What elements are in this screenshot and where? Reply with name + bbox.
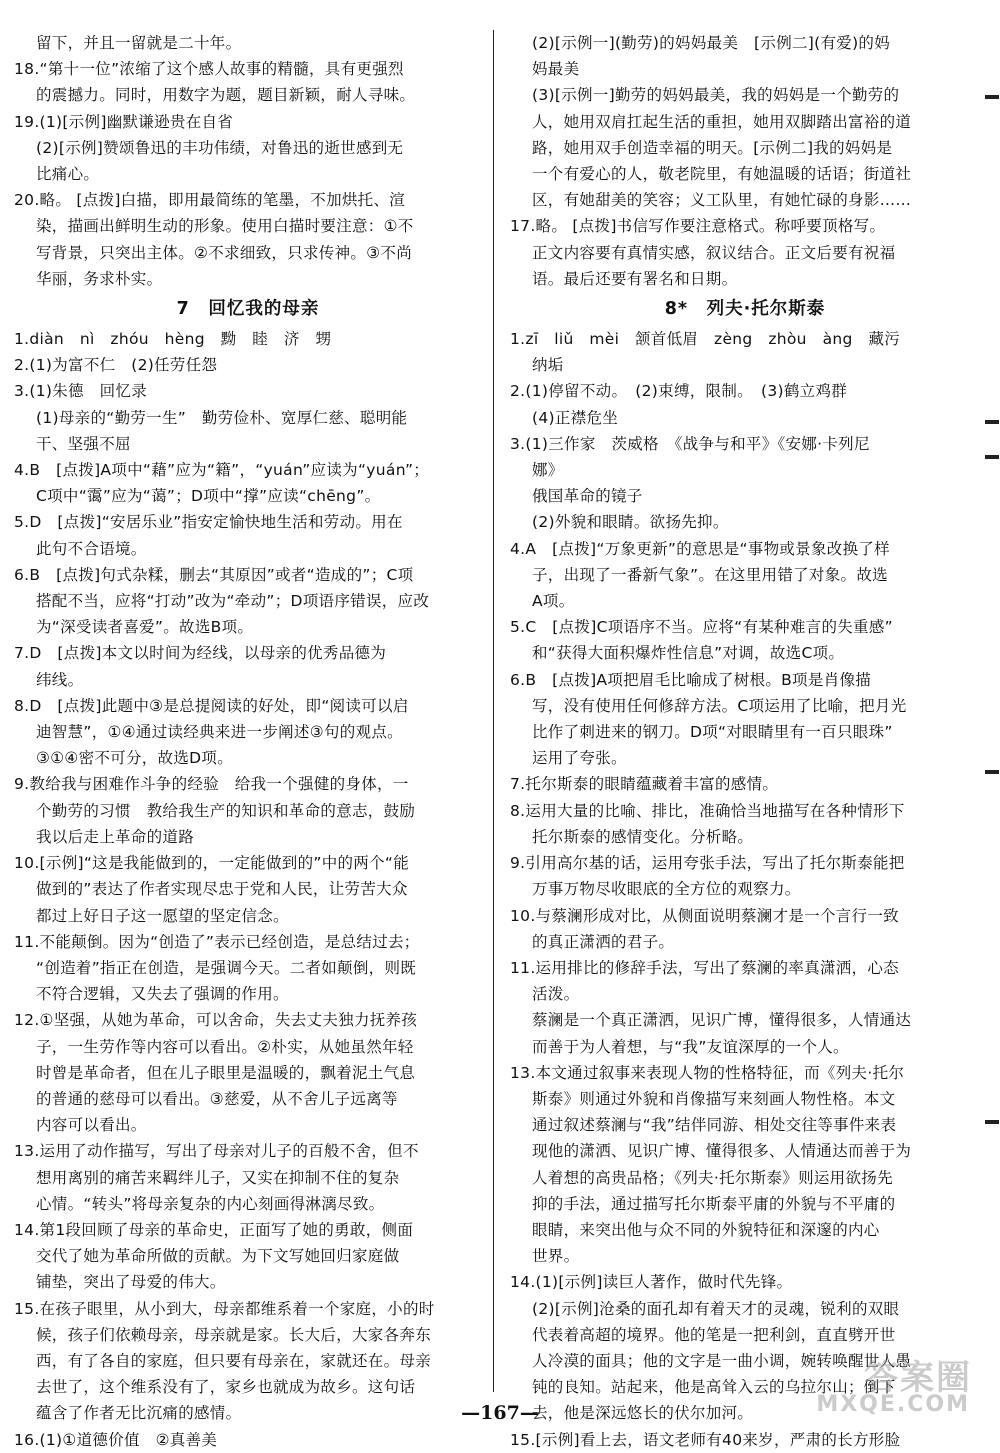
answer-line: 眼睛，来突出他与众不同的外貌特征和深邃的内心 — [532, 1220, 880, 1239]
answer-line: 个勤劳的习惯 教给我生产的知识和革命的意志，鼓励 — [36, 801, 416, 820]
answer-line: 3.(1)三作家 茨威格 《战争与和平》《安娜·卡列尼 — [510, 434, 870, 453]
answer-line: 去，他是深远悠长的伏尔加河。 — [532, 1404, 754, 1423]
answer-line: 5.C [点拨]C项语序不当。应将“有某种难言的失重感” — [510, 618, 893, 637]
answer-line: 17.略。 [点拨]书信写作要注意格式。称呼要顶格写。 — [510, 217, 886, 236]
answer-line: 14.第1段回顾了母亲的革命史，正面写了她的勇敢，侧面 — [14, 1220, 414, 1239]
answer-line: 4.B [点拨]A项中“藉”应为“籍”，“yuán”应读为“yuán”； — [14, 461, 430, 480]
answer-line: 语。最后还要有署名和日期。 — [532, 269, 738, 288]
right-column — [510, 30, 980, 1453]
answer-line: 正文内容要有真情实感，叙议结合。正文后要有祝福 — [532, 243, 896, 262]
answer-line: 比作了刺进来的钢刀。D项“对眼睛里有一百只眼珠” — [532, 723, 893, 742]
column-divider — [493, 30, 494, 1392]
answer-line: 子，出现了一番新气象”。在这里用错了对象。故选 — [532, 565, 888, 584]
answer-line: 迪智慧”，①④通过读经典来进一步阐述③句的观点。 — [36, 723, 403, 742]
answer-line: 万事万物尽收眼底的全方位的观察力。 — [532, 880, 801, 899]
answer-line: 16.(1)①道德价值 ②真善美 — [14, 1430, 218, 1449]
left-answers-part-2 — [14, 326, 482, 1453]
answer-line: 俄国革命的镜子 — [532, 487, 643, 506]
answer-line: 而善于为人着想，与“我”友谊深厚的一个人。 — [532, 1037, 849, 1056]
answer-line: 内容可以看出。 — [36, 1116, 147, 1135]
answer-line: 的真正潇洒的君子。 — [532, 932, 675, 951]
answer-line: (1)母亲的“勤劳一生” 勤劳俭朴、宽厚仁慈、聪明能 — [36, 408, 408, 427]
watermark-logo: 答案圈 — [864, 1358, 972, 1398]
answer-line: 不符合逻辑，又失去了强调的作用。 — [36, 985, 289, 1004]
answer-line: 的普通的慈母可以看出。③慈爱，从不舍儿子远离等 — [36, 1089, 398, 1108]
answer-line: (2)[示例一](勤劳)的妈妈最美 [示例二](有爱)的妈 — [532, 34, 891, 52]
answer-line: 抑的手法，通过描写托尔斯泰平庸的外貌与不平庸的 — [532, 1194, 896, 1213]
left-column — [14, 30, 482, 1453]
scan-edge-mark — [985, 455, 999, 459]
answer-line: 去世了，这个维系没有了，家乡也就成为故乡。这句话 — [36, 1378, 416, 1397]
answer-line: 15.[示例]看上去，语文老师有40来岁，严肃的长方形脸 — [510, 1430, 901, 1449]
answer-line: C项中“霭”应为“蔼”；D项中“撑”应读“chēng”。 — [36, 487, 381, 506]
answer-line: 时曾是革命者，但在儿子眼里是温暖的，飘着泥土气息 — [36, 1063, 416, 1082]
answer-line: 想用离别的痛苦来羁绊儿子，又实在抑制不住的复杂 — [36, 1168, 400, 1187]
answer-line: 路，她用双手创造幸福的明天。[示例二]我的妈妈是 — [532, 138, 893, 157]
answer-line: 干、坚强不屈 — [36, 434, 131, 453]
answer-line: 15.在孩子眼里，从小到大，母亲都维系着一个家庭，小的时 — [14, 1299, 435, 1318]
answer-line: 的震撼力。同时，用数字为题，题目新颖，耐人寻味。 — [36, 86, 416, 105]
section-heading-7: 7 回忆我的母亲 — [176, 299, 320, 320]
answer-line: 华丽，务求朴实。 — [36, 269, 163, 288]
answer-line: 西，有了各自的家庭，但只要有母亲在，家就还在。母亲 — [36, 1351, 432, 1370]
answer-line: 活泼。 — [532, 985, 580, 1004]
answer-line: 做到的”表达了作者实现尽忠于党和人民，让劳苦大众 — [36, 880, 408, 899]
answer-line: 7.D [点拨]本文以时间为经线，以母亲的优秀品德为 — [14, 644, 387, 663]
answer-line: (2)[示例]沧桑的面孔却有着天才的灵魂，锐利的双眼 — [532, 1299, 900, 1318]
answer-line: 蔡澜是一个真正潇洒，见识广博，懂得很多，人情通达 — [532, 1011, 912, 1030]
answer-line: 娜》 — [532, 461, 564, 480]
left-answers-part-1 — [14, 30, 482, 292]
scan-edge-mark — [985, 1120, 999, 1124]
answer-line: 比痛心。 — [36, 165, 100, 184]
answer-line: 写，没有使用任何修辞方法。C项运用了比喻，把月光 — [532, 696, 907, 715]
scan-edge-mark — [985, 420, 999, 424]
answer-line: 和“获得大面积爆炸性信息”对调，故选C项。 — [532, 644, 845, 663]
answer-line: 写背景，只突出主体。②不求细致，只求传神。③不尚 — [36, 243, 412, 262]
answer-line: 都过上好日子这一愿望的坚定信念。 — [36, 906, 289, 925]
answer-line: 9.引用高尔基的话，运用夸张手法，写出了托尔斯泰能把 — [510, 854, 905, 873]
answer-line: (2)[示例]赞颂鲁迅的丰功伟绩，对鲁迅的逝世感到无 — [36, 138, 404, 157]
answer-line: 斯泰》则通过外貌和肖像描写来刻画人物性格。本文 — [532, 1089, 896, 1108]
answer-line: 蕴含了作者无比沉痛的感情。 — [36, 1404, 242, 1423]
answer-line: 纬线。 — [36, 670, 84, 689]
answer-line: 11.不能颠倒。因为“创造了”表示已经创造，是总结过去； — [14, 932, 420, 951]
answer-line: “创造着”指正在创造，是强调今天。二者如颠倒，则既 — [36, 958, 417, 977]
answer-line: 3.(1)朱德 回忆录 — [14, 382, 148, 401]
answer-line: 搭配不当，应将“打动”改为“牵动”；D项语序错误，应改 — [36, 592, 430, 611]
answer-line: 世界。 — [532, 1247, 580, 1266]
page-number: —167— — [461, 1402, 539, 1424]
answer-line: 留下，并且一留就是二十年。 — [36, 34, 242, 52]
answer-line: 10.与蔡澜形成对比，从侧面说明蔡澜才是一个言行一致 — [510, 906, 899, 925]
answer-line: ③①④密不可分，故选D项。 — [36, 749, 234, 768]
answer-line: 现他的潇洒、见识广博、懂得很多、人情通达而善于为 — [532, 1142, 912, 1161]
answer-line: 候，孩子们依赖母亲，母亲就是家。长大后，大家各奔东 — [36, 1325, 432, 1344]
right-answers-part-2 — [510, 326, 980, 1453]
answer-line: (3)[示例一]勤劳的妈妈最美，我的妈妈是一个勤劳的 — [532, 86, 900, 105]
answer-line: 6.B [点拨]A项把眉毛比喻成了树根。B项是肖像描 — [510, 670, 872, 689]
answer-line: 20.略。 [点拨]白描，即用最简练的笔墨，不加烘托、渲 — [14, 191, 406, 210]
watermark-url: MXQE.COM — [816, 1392, 970, 1417]
answer-line: 通过叙述蔡澜与“我”结伴同游、相处交往等事件来表 — [532, 1116, 897, 1135]
answer-line: 10.[示例]“这是我能做到的，一定能做到的”中的两个“能 — [14, 854, 410, 873]
answer-line: 6.B [点拨]句式杂糅，删去“其原因”或者“造成的”；C项 — [14, 565, 414, 584]
answer-line: 人，她用双肩扛起生活的重担，她用双脚踏出富裕的道 — [532, 112, 912, 131]
answer-line: 人着想的高贵品格；《列夫·托尔斯泰》则运用欲扬先 — [532, 1168, 893, 1187]
answer-line: 13.本文通过叙事来表现人物的性格特征，而《列夫·托尔 — [510, 1063, 905, 1082]
answer-line: 心情。“转头”将母亲复杂的内心刻画得淋漓尽致。 — [36, 1194, 385, 1213]
answer-line: 染，描画出鲜明生动的形象。使用白描时要注意：①不 — [36, 217, 414, 236]
answer-line: 我以后走上革命的道路 — [36, 827, 195, 846]
right-answers-part-1 — [510, 30, 980, 292]
answer-line: 此句不合语境。 — [36, 539, 147, 558]
answer-line: 1.zī liǔ mèi 颔首低眉 zèng zhòu àng 藏污 — [510, 330, 901, 349]
answer-line: 12.①坚强，从她为革命，可以舍命，失去丈夫独力抚养孩 — [14, 1011, 418, 1030]
answer-line: 18.“第十一位”浓缩了这个感人故事的精髓，具有更强烈 — [14, 60, 404, 79]
answer-line: 区，有她甜美的笑容；义工队里，有她忙碌的身影…… — [532, 191, 912, 210]
answer-line: 纳垢 — [532, 356, 564, 375]
answer-line: 2.(1)为富不仁 (2)任劳任怨 — [14, 356, 218, 375]
answer-line: 交代了她为革命所做的贡献。为下文写她回归家庭做 — [36, 1247, 400, 1266]
answer-line: 5.D [点拨]“安居乐业”指安定愉快地生活和劳动。用在 — [14, 513, 403, 532]
answer-line: 8.运用大量的比喻、排比，准确恰当地描写在各种情形下 — [510, 801, 905, 820]
answer-line: (2)外貌和眼睛。欲扬先抑。 — [532, 513, 729, 532]
answer-line: 9.教给我与困难作斗争的经验 给我一个强健的身体，一 — [14, 775, 409, 794]
answer-line: 19.(1)[示例]幽默谦逊贵在自省 — [14, 112, 234, 131]
answer-line: 1.diàn nì zhóu hèng 黝 睦 济 甥 — [14, 330, 332, 349]
answer-line: 为“深受读者喜爱”。故选B项。 — [36, 618, 254, 637]
answer-line: 一个有爱心的人，敬老院里，有她温暖的话语；街道社 — [532, 165, 912, 184]
scan-edge-mark — [985, 770, 999, 774]
scan-edge-mark — [985, 95, 999, 99]
answer-line: 14.(1)[示例]读巨人著作，做时代先锋。 — [510, 1273, 793, 1292]
answer-line: 铺垫，突出了母爱的伟大。 — [36, 1273, 226, 1292]
answer-line: A项。 — [532, 592, 575, 611]
answer-line: (4)正襟危坐 — [532, 408, 619, 427]
answer-line: 8.D [点拨]此题中③是总提阅读的好处，即“阅读可以启 — [14, 696, 409, 715]
answer-line: 人冷漠的面具；他的文字是一曲小调，婉转唤醒世人愚 — [532, 1351, 912, 1370]
answer-line: 2.(1)停留不动。 (2)束缚，限制。 (3)鹤立鸡群 — [510, 382, 848, 401]
answer-line: 妈最美 — [532, 60, 580, 79]
answer-line: 运用了夸张。 — [532, 749, 627, 768]
answer-line: 11.运用排比的修辞手法，写出了蔡澜的率真潇洒，心态 — [510, 958, 899, 977]
answer-line: 子，一生劳作等内容可以看出。②朴实，从她虽然年轻 — [36, 1037, 414, 1056]
answer-line: 4.A [点拨]“万象更新”的意思是“事物或景象改换了样 — [510, 539, 890, 558]
answer-line: 代表着高超的境界。他的笔是一把利剑，直直劈开世 — [532, 1325, 896, 1344]
answer-line: 13.运用了动作描写，写出了母亲对儿子的百般不舍，但不 — [14, 1142, 419, 1161]
answer-line: 托尔斯泰的感情变化。分析略。 — [532, 827, 754, 846]
answer-line: 钝的良知。站起来，他是高耸入云的乌拉尔山；倒下 — [532, 1378, 896, 1397]
answer-line: 7.托尔斯泰的眼睛蕴藏着丰富的感情。 — [510, 775, 779, 794]
section-heading-8: 8* 列夫·托尔斯泰 — [664, 299, 826, 320]
